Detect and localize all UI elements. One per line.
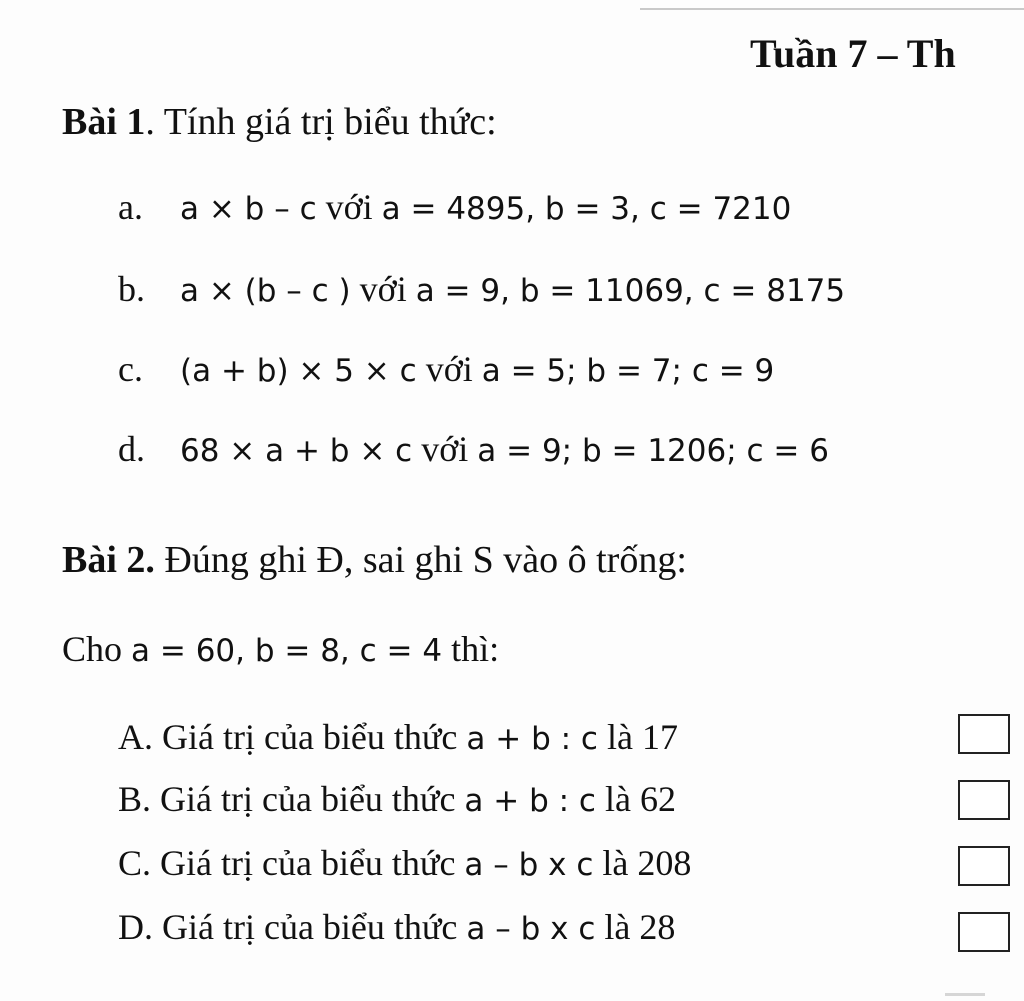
option-text: Giá trị của biểu thức (153, 907, 467, 947)
item-connector: với (416, 349, 482, 389)
option-label: A. (118, 717, 153, 757)
exercise-1-number: Bài 1 (62, 101, 146, 143)
given-prefix: Cho (62, 629, 132, 669)
item-expression: a × (b – c ) (180, 273, 351, 309)
page-edge-mark (945, 993, 985, 996)
item-expression: (a + b) × 5 × c (180, 353, 417, 389)
item-values: a = 9; b = 1206; c = 6 (477, 433, 829, 469)
exercise-2-heading (62, 538, 687, 582)
exercise-2-number: Bài 2. (62, 539, 155, 581)
exercise-2-option-a (118, 716, 678, 758)
answer-box-d[interactable] (958, 912, 1010, 952)
item-connector: với (350, 269, 416, 309)
option-expression: a + b : c (464, 783, 596, 819)
answer-box-b[interactable] (958, 780, 1010, 820)
option-result: là 62 (595, 779, 676, 819)
item-label: a. (118, 187, 143, 227)
exercise-1-instruction: . Tính giá trị biểu thức: (145, 101, 497, 143)
item-values: a = 5; b = 7; c = 9 (481, 353, 775, 389)
exercise-1-item-d (118, 428, 829, 470)
item-label: b. (118, 269, 145, 309)
exercise-1-item-a (118, 186, 791, 228)
option-label: B. (118, 779, 152, 819)
exercise-2-option-c (118, 842, 691, 884)
header-divider (640, 8, 1024, 10)
answer-box-c[interactable] (958, 846, 1010, 886)
item-label: c. (118, 349, 143, 389)
option-result: là 208 (593, 843, 692, 883)
option-text: Giá trị của biểu thức (151, 843, 465, 883)
option-text: Giá trị của biểu thức (151, 779, 465, 819)
item-expression: 68 × a + b × c (180, 433, 413, 469)
exercise-2-given (62, 628, 499, 670)
exercise-1-item-b (118, 268, 845, 310)
answer-box-a[interactable] (958, 714, 1010, 754)
option-result: là 17 (597, 717, 678, 757)
given-values: a = 60, b = 8, c = 4 (131, 633, 443, 669)
option-text: Giá trị của biểu thức (153, 717, 467, 757)
option-expression: a + b : c (466, 721, 598, 757)
option-expression: a – b x c (464, 847, 594, 883)
item-expression: a × b – c (180, 191, 317, 227)
given-suffix: thì: (442, 629, 500, 669)
exercise-2-option-d (118, 906, 675, 948)
item-values: a = 4895, b = 3, c = 7210 (381, 191, 792, 227)
exercise-2-instruction: Đúng ghi Đ, sai ghi S vào ô trống: (154, 539, 687, 581)
exercise-2-option-b (118, 778, 676, 820)
option-expression: a – b x c (466, 911, 596, 947)
item-connector: với (412, 429, 478, 469)
page-title: Tuần 7 – Th (750, 31, 956, 76)
option-label: C. (118, 843, 152, 883)
option-label: D. (118, 907, 153, 947)
exercise-1-heading (62, 100, 497, 144)
item-values: a = 9, b = 11069, c = 8175 (415, 273, 846, 309)
option-result: là 28 (595, 907, 676, 947)
exercise-1-item-c (118, 348, 774, 390)
item-connector: với (316, 187, 382, 227)
item-label: d. (118, 429, 145, 469)
